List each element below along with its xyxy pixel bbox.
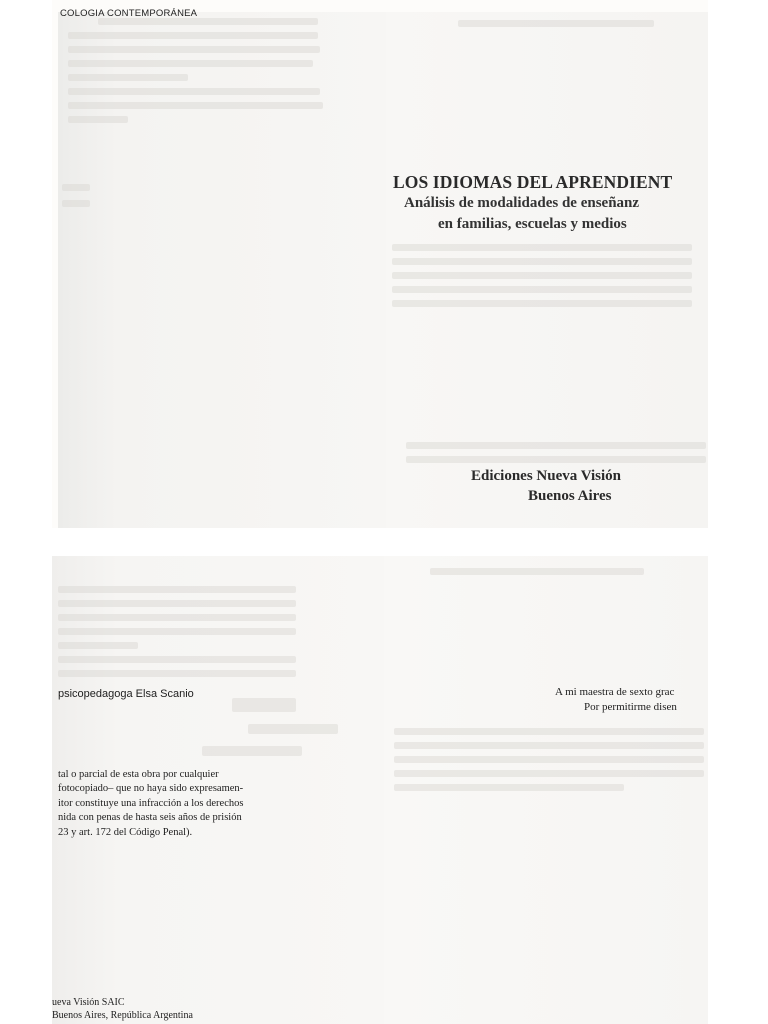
bleed-through-line [58, 614, 296, 621]
bleed-through-line [406, 456, 706, 463]
bleed-through-line [394, 756, 704, 763]
bleed-through-line [68, 88, 320, 95]
dedication-line-2: Por permitirme disen [584, 701, 677, 713]
cover-credit: psicopedagoga Elsa Scanio [58, 688, 194, 700]
legal-notice-line: tal o parcial de esta obra por cualquier [58, 769, 219, 780]
bleed-through-line [68, 60, 313, 67]
bleed-through-line [58, 628, 296, 635]
bleed-through-line [58, 656, 296, 663]
imprint-line: Buenos Aires, República Argentina [52, 1009, 193, 1021]
bleed-through-line [58, 642, 138, 649]
bleed-through-line [68, 32, 318, 39]
bleed-through-line [68, 46, 320, 53]
bleed-through-line [98, 18, 318, 25]
bleed-through-line [58, 600, 296, 607]
bleed-through-line [394, 770, 704, 777]
bleed-through-line [392, 300, 692, 307]
bleed-through-line [232, 698, 296, 712]
dedication-line-1: A mi maestra de sexto grac [555, 686, 675, 698]
bleed-through-line [68, 74, 188, 81]
imprint-line: ueva Visión SAIC [52, 997, 125, 1008]
bleed-through-line [202, 746, 302, 756]
bleed-through-line [392, 286, 692, 293]
legal-notice-line: itor constituye una infracción a los derechos [58, 797, 244, 809]
book-subtitle-line-2: en familias, escuelas y medios [438, 216, 627, 232]
bleed-through-line [392, 258, 692, 265]
bleed-through-line [58, 670, 296, 677]
scan-right-margin [708, 0, 768, 1024]
page-top-right [386, 12, 708, 528]
publisher-city: Buenos Aires [528, 488, 612, 504]
book-subtitle-line-1: Análisis de modalidades de enseñanz [404, 195, 640, 211]
bleed-through-line [394, 728, 704, 735]
page-top-left [58, 12, 386, 528]
bleed-through-line [430, 568, 644, 575]
page-bottom-right [384, 556, 714, 1024]
bleed-through-line [394, 742, 704, 749]
bleed-through-line [68, 116, 128, 123]
legal-notice-line: 23 y art. 172 del Código Penal). [58, 826, 193, 838]
legal-notice-line: fotocopiado– que no haya sido expresamen- [58, 783, 244, 795]
bleed-through-line [58, 586, 296, 593]
page-gap [0, 528, 768, 556]
bleed-through-line [406, 442, 706, 449]
bleed-through-line [392, 272, 692, 279]
bleed-through-line [248, 724, 338, 734]
legal-notice [58, 768, 308, 840]
bleed-through-line [458, 20, 654, 27]
series-label: COLOGIA CONTEMPORÁNEA [60, 8, 198, 19]
bleed-through-line [394, 784, 624, 791]
legal-notice-line: nida con penas de hasta seis años de prisión [58, 812, 242, 824]
bleed-through-line [62, 200, 90, 207]
bleed-through-line [68, 102, 323, 109]
book-title: LOS IDIOMAS DEL APRENDIENT [393, 172, 673, 192]
bleed-through-line [62, 184, 90, 191]
imprint [52, 997, 193, 1022]
publisher-name: Ediciones Nueva Visión [471, 468, 622, 484]
scan-left-margin [0, 0, 52, 1024]
bleed-through-line [392, 244, 692, 251]
